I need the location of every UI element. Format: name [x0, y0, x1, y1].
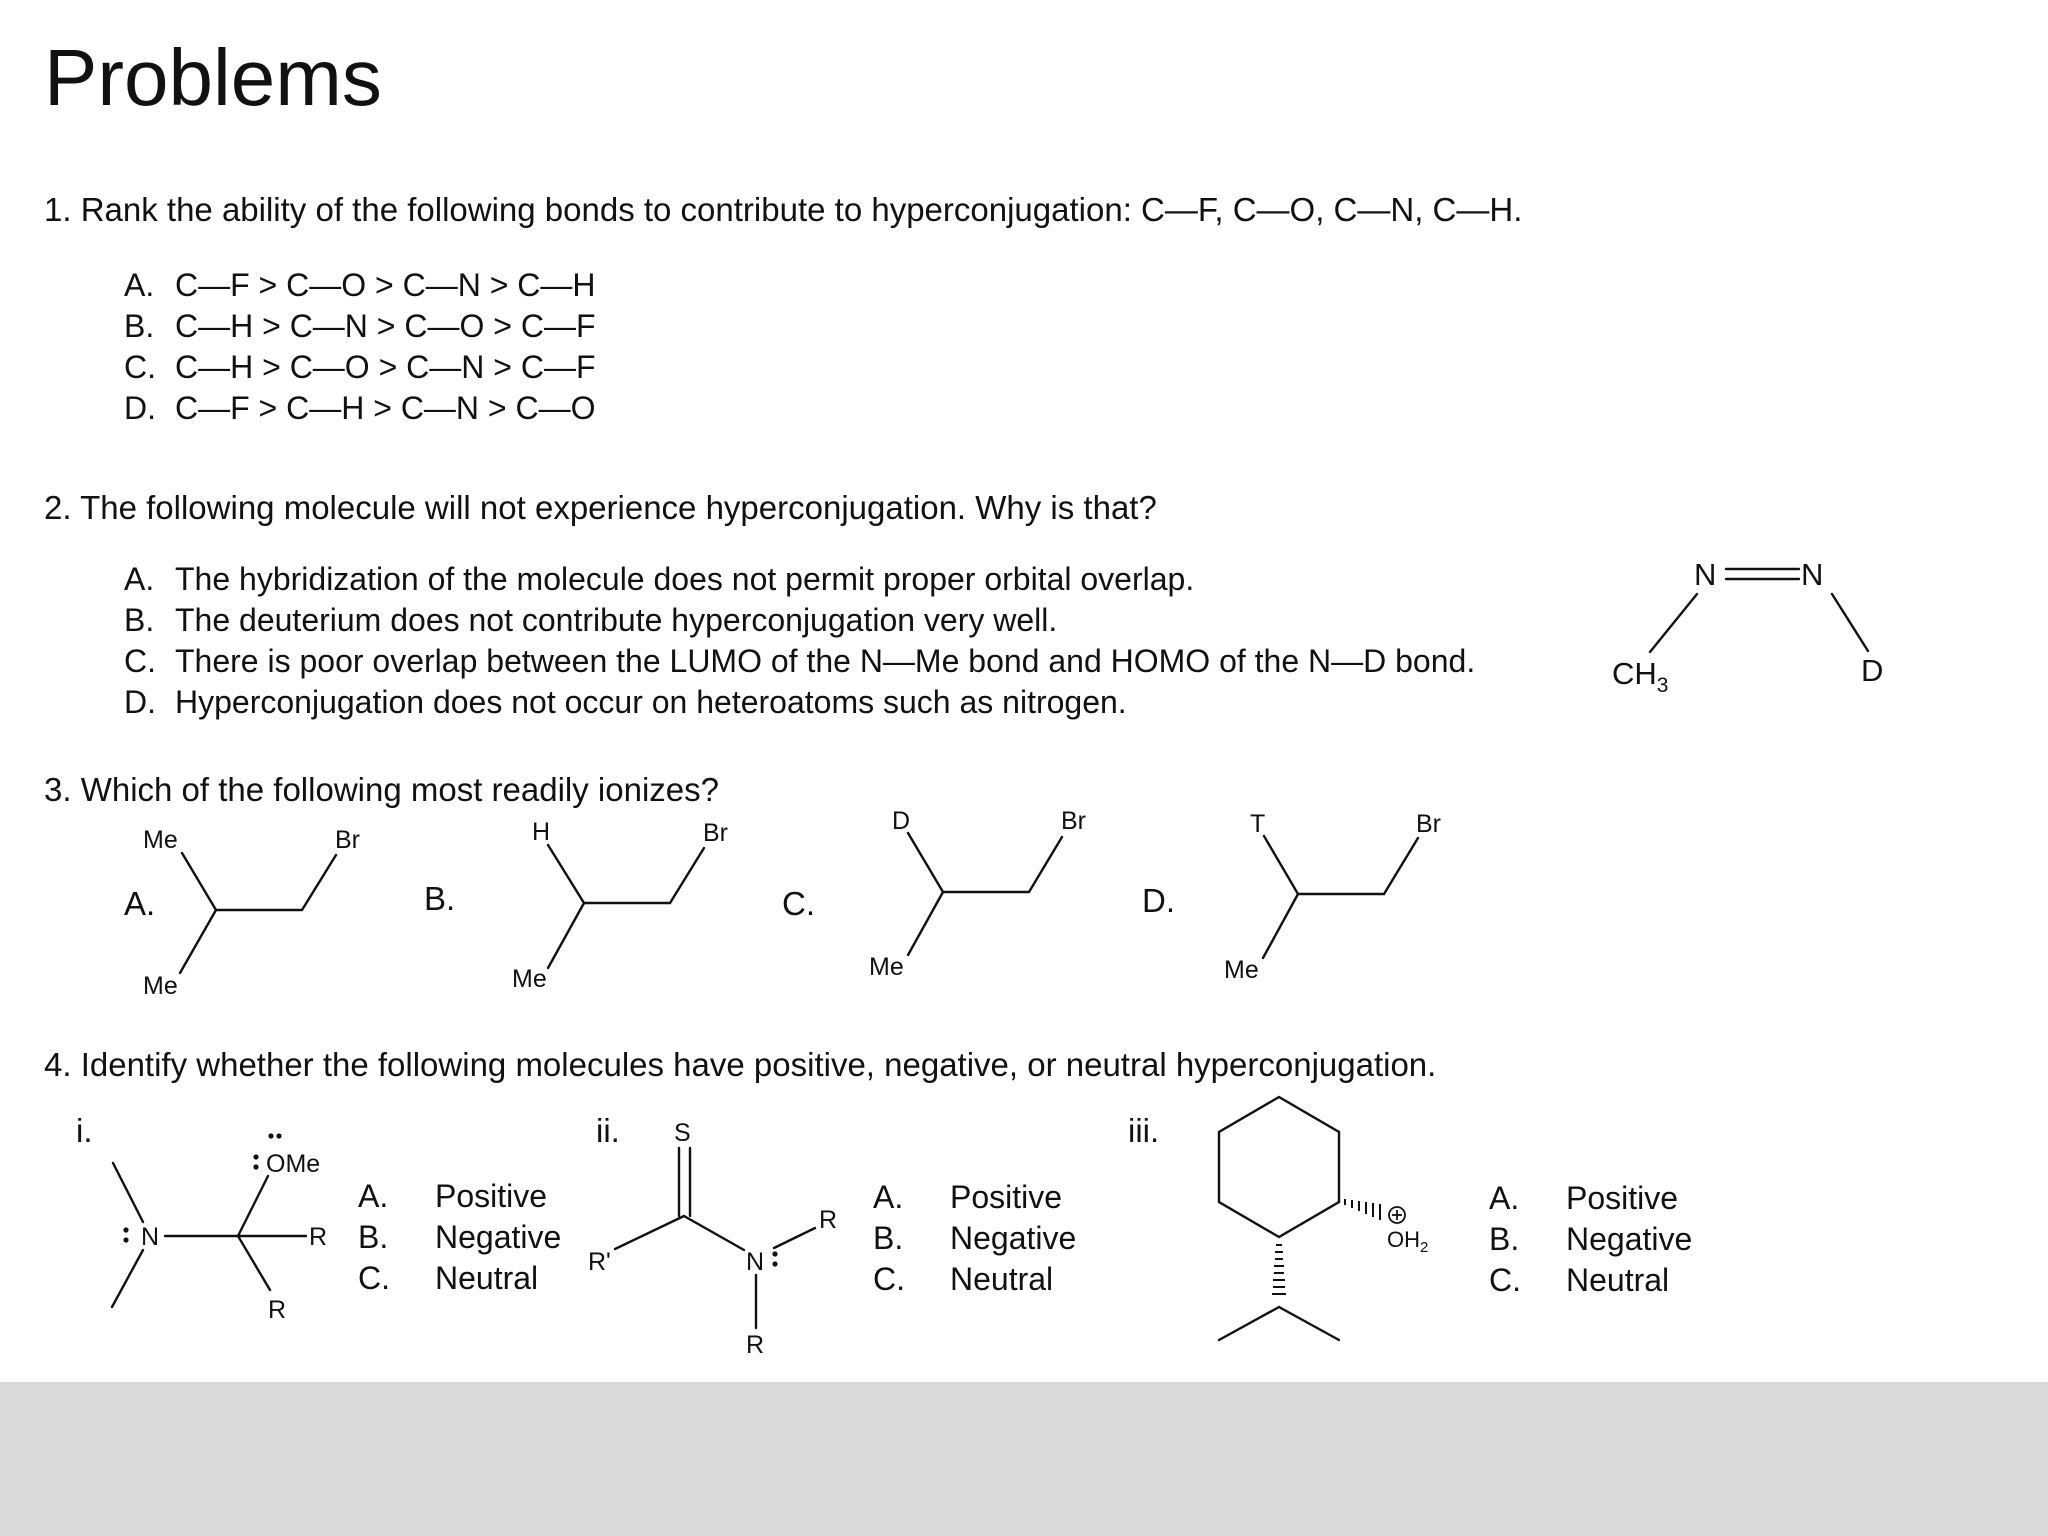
option-text: Negative: [1566, 1221, 1693, 1257]
substituent-top: Me: [143, 826, 178, 854]
q2-atom-ch3: [1612, 656, 1668, 697]
ch-text: CH: [1612, 656, 1657, 691]
option-text: C—F > C—O > C—N > C—H: [175, 267, 596, 303]
substituent-top: H: [532, 818, 551, 846]
option-text: C—H > C—O > C—N > C—F: [175, 349, 596, 385]
option-text: Hyperconjugation does not occur on heteroatoms such as nitrogen.: [175, 684, 1127, 720]
r-label: R: [309, 1223, 328, 1251]
q3-choice-d-structure: [1224, 810, 1441, 984]
rprime-label: R': [588, 1248, 611, 1276]
r-label: R: [819, 1206, 838, 1234]
bond-c-ome: [238, 1176, 268, 1236]
option-letter: B.: [873, 1220, 904, 1256]
hashed-wedge-oh2: [1345, 1199, 1380, 1220]
q3-choice-c-structure: [869, 807, 1086, 981]
question-4-prompt: 4. Identify whether the following molecules have positive, negative, or neutral hyperconjugation.: [44, 1046, 1437, 1083]
option-text: Neutral: [1566, 1262, 1670, 1298]
substituent-top: D: [892, 807, 911, 835]
question-3-prompt: 3. Which of the following most readily ionizes?: [44, 771, 719, 808]
n-label: N: [746, 1248, 765, 1276]
bond-c-n: [684, 1216, 744, 1250]
option-letter: A.: [873, 1179, 904, 1215]
option-text: Positive: [435, 1178, 548, 1214]
q2-bond-n-d: [1832, 594, 1868, 651]
option-letter: B.: [1489, 1221, 1520, 1257]
lone-pair-dot: [123, 1227, 128, 1232]
cyclohexane-ring: [1219, 1097, 1339, 1237]
bond-n-lower: [112, 1250, 143, 1307]
subscript-2: 2: [1420, 1239, 1429, 1256]
substituent-bottom: Me: [869, 953, 904, 981]
question-3-choice-b-letter: B.: [424, 880, 456, 917]
subscript-3: 3: [1656, 674, 1669, 697]
lone-pair-dot: [123, 1237, 128, 1242]
bond-n-r: [774, 1228, 815, 1248]
option-text: Positive: [1566, 1180, 1679, 1216]
bond-chain: [548, 845, 704, 903]
bond-chain: [182, 853, 336, 910]
bond-lower: [180, 910, 216, 973]
isopropyl-bond-right: [1279, 1307, 1339, 1340]
substituent-top: T: [1250, 810, 1266, 838]
option-letter: A.: [124, 561, 155, 597]
lone-pair-dot: [253, 1164, 258, 1169]
q2-atom-n2: N: [1801, 557, 1824, 592]
option-text: Negative: [435, 1219, 562, 1255]
substituent-bottom: Me: [1224, 956, 1259, 984]
oh2-label: [1387, 1227, 1428, 1256]
leaving-group-br: Br: [703, 819, 728, 847]
option-text: Negative: [950, 1220, 1077, 1256]
option-letter: C.: [1489, 1262, 1521, 1298]
option-text: Neutral: [950, 1261, 1054, 1297]
option-letter: C.: [124, 643, 156, 679]
option-text: Positive: [950, 1179, 1063, 1215]
option-letter: A.: [358, 1178, 389, 1214]
r-label-lower: R: [746, 1331, 765, 1359]
option-text: C—H > C—N > C—O > C—F: [175, 308, 596, 344]
bond-lower: [908, 892, 943, 955]
option-text: C—F > C—H > C—N > C—O: [175, 390, 596, 426]
q4-ii-structure: [588, 1119, 837, 1359]
lone-pair-dot: [253, 1154, 258, 1159]
part-i-numeral: i.: [76, 1112, 93, 1149]
option-text: The deuterium does not contribute hyperconjugation very well.: [175, 602, 1058, 638]
q3-choice-b-structure: [512, 818, 728, 993]
option-letter: A.: [124, 267, 155, 303]
substituent-bottom: Me: [512, 965, 547, 993]
isopropyl-bond-left: [1219, 1307, 1279, 1340]
bond-chain: [1264, 836, 1418, 894]
part-iii-numeral: iii.: [1128, 1112, 1160, 1149]
leaving-group-br: Br: [1061, 807, 1086, 835]
q2-atom-d: D: [1861, 653, 1884, 688]
option-letter: B.: [124, 308, 155, 344]
oh-text: OH: [1387, 1227, 1420, 1252]
q4-iii-structure: [1219, 1097, 1428, 1340]
bond-lower: [1263, 894, 1298, 958]
option-text: The hybridization of the molecule does not permit proper orbital overlap.: [175, 561, 1195, 597]
option-letter: B.: [124, 602, 155, 638]
question-3-choice-c-letter: C.: [782, 885, 815, 922]
page-title: Problems: [44, 33, 382, 122]
question-3-choice-a-letter: A.: [124, 885, 156, 922]
lone-pair-dot: [772, 1251, 777, 1256]
leaving-group-br: Br: [1416, 810, 1441, 838]
option-letter: D.: [124, 684, 156, 720]
ome-label: OMe: [266, 1150, 321, 1178]
lone-pair-dot: [268, 1133, 273, 1138]
lone-pair-dot: [276, 1133, 281, 1138]
s-label: S: [674, 1119, 691, 1147]
bond-chain: [908, 833, 1062, 892]
bond-n-upper: [113, 1163, 143, 1222]
q3-choice-a-structure: [143, 826, 360, 1000]
option-letter: C.: [358, 1260, 390, 1296]
bond-c-r-lower: [238, 1236, 270, 1290]
question-1-prompt: 1. Rank the ability of the following bonds to contribute to hyperconjugation: C—F, C—O, C—N, C—H.: [44, 191, 1523, 228]
option-letter: B.: [358, 1219, 389, 1255]
option-letter: C.: [124, 349, 156, 385]
q2-molecule: [1612, 557, 1883, 697]
q4-i-structure: [112, 1133, 327, 1324]
question-2-prompt: 2. The following molecule will not experience hyperconjugation. Why is that?: [44, 489, 1157, 526]
option-letter: C.: [873, 1261, 905, 1297]
substituent-bottom: Me: [143, 972, 178, 1000]
n-label: N: [141, 1223, 160, 1251]
option-text: Neutral: [435, 1260, 539, 1296]
option-text: There is poor overlap between the LUMO of the N—Me bond and HOMO of the N—D bond.: [175, 643, 1476, 679]
r-label-lower: R: [268, 1296, 287, 1324]
hashed-wedge-isopropyl: [1272, 1245, 1286, 1294]
bond-c-rprime: [615, 1216, 684, 1249]
part-ii-numeral: ii.: [596, 1112, 620, 1149]
leaving-group-br: Br: [335, 826, 360, 854]
question-3-choice-d-letter: D.: [1142, 882, 1175, 919]
option-letter: A.: [1489, 1180, 1520, 1216]
lone-pair-dot: [772, 1261, 777, 1266]
bond-lower: [548, 903, 584, 968]
option-letter: D.: [124, 390, 156, 426]
q2-bond-n-ch3: [1650, 594, 1697, 652]
q2-atom-n1: N: [1694, 557, 1717, 592]
